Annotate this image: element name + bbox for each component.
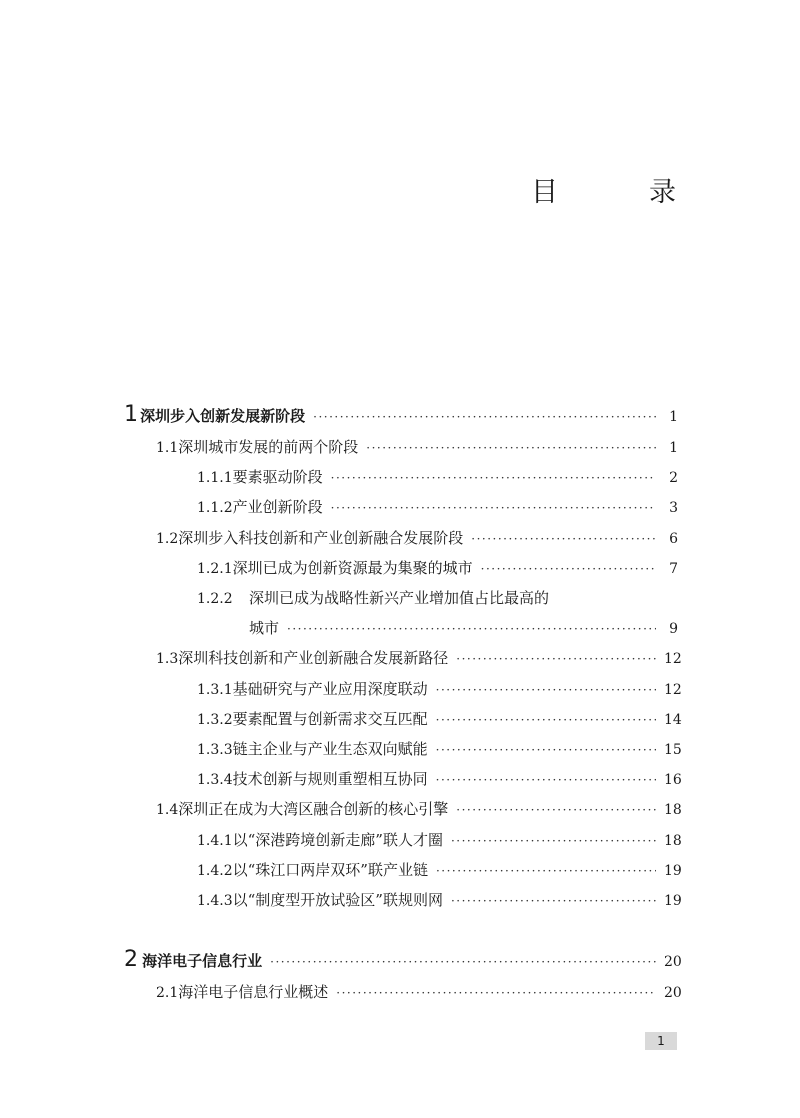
leader-dots [436,740,656,760]
section-title: 深圳科技创新和产业创新融合发展新路径 [178,649,449,667]
subsection-title: 链主企业与产业生态双向赋能 [232,740,428,758]
page-number: 20 [664,954,682,970]
leader-dots [456,800,656,820]
toc-entry-1-3-2[interactable] [197,709,682,730]
subsection-title: 深圳已成为创新资源最为集聚的城市 [232,559,473,577]
leader-dots [436,680,656,700]
toc-title: 目 录 [531,177,708,208]
footer-page-number: 1 [645,1032,677,1050]
section-number: 1.3 [156,651,179,667]
leader-dots [451,831,656,851]
leader-dots [366,438,656,458]
toc-entry-1-1-2[interactable] [197,497,678,518]
toc-entry-1-3[interactable] [156,648,682,669]
section-title: 深圳城市发展的前两个阶段 [178,438,359,456]
subsection-number: 1.2.1 [197,561,233,577]
page-number: 19 [664,893,682,909]
leader-dots [481,559,656,579]
page-number: 20 [664,985,682,1001]
page-number: 1 [669,409,678,425]
leader-dots [436,770,656,790]
page-number: 19 [664,863,682,879]
section-number: 2.1 [156,985,179,1001]
toc-entry-1-4-3[interactable] [197,890,682,911]
section-title: 海洋电子信息行业概述 [178,983,329,1001]
toc-entry-chapter-1[interactable] [124,402,678,427]
page-number: 3 [669,500,678,516]
section-number: 1.1 [156,440,179,456]
leader-dots [331,468,656,488]
leader-dots [313,407,656,427]
subsection-number: 1.1.1 [197,470,233,486]
subsection-title: 基础研究与产业应用深度联动 [232,680,428,698]
subsection-title: 要素驱动阶段 [232,468,323,486]
subsection-number: 1.4.3 [197,893,233,909]
leader-dots [287,619,656,639]
toc-entry-1-1[interactable] [156,437,678,458]
chapter-title: 深圳步入创新发展新阶段 [140,407,306,425]
subsection-title: 以“珠江口两岸双环”联产业链 [232,861,428,879]
chapter-number: 2 [124,947,138,972]
toc-entry-2-1[interactable] [156,982,682,1003]
leader-dots [436,710,656,730]
toc-entry-chapter-2[interactable] [124,947,682,972]
section-title: 深圳正在成为大湾区融合创新的核心引擎 [178,800,449,818]
subsection-number: 1.4.1 [197,833,233,849]
subsection-number: 1.3.1 [197,682,233,698]
subsection-title: 以“深港跨境创新走廊”联人才圈 [232,831,443,849]
toc-entry-1-4-1[interactable] [197,830,682,851]
leader-dots [436,861,656,881]
page-number: 1 [669,440,678,456]
page-number: 15 [664,742,682,758]
section-title: 深圳步入科技创新和产业创新融合发展阶段 [178,529,464,547]
subsection-title: 深圳已成为战略性新兴产业增加值占比最高的 [249,589,550,607]
leader-dots [451,891,656,911]
page-number: 9 [669,621,678,637]
chapter-number: 1 [124,402,138,427]
toc-entry-1-2[interactable] [156,528,678,549]
subsection-number: 1.3.2 [197,712,233,728]
subsection-title-continued: 城市 [249,619,280,637]
leader-dots [456,649,656,669]
toc-entry-1-2-2-continued[interactable] [249,618,678,639]
page-number: 12 [664,651,682,667]
toc-entry-1-3-3[interactable] [197,739,682,760]
toc-entry-1-2-2[interactable] [197,588,678,609]
toc-entry-1-4-2[interactable] [197,860,682,881]
subsection-title: 要素配置与创新需求交互匹配 [232,710,428,728]
subsection-number: 1.1.2 [197,500,233,516]
subsection-title: 以“制度型开放试验区”联规则网 [232,891,443,909]
page-number: 7 [669,561,678,577]
page-number: 18 [664,833,682,849]
page-number: 12 [664,682,682,698]
subsection-number: 1.3.4 [197,772,233,788]
subsection-number: 1.3.3 [197,742,233,758]
chapter-title: 海洋电子信息行业 [142,952,263,970]
leader-dots [336,983,656,1003]
page-number: 2 [669,470,678,486]
subsection-number: 1.4.2 [197,863,233,879]
subsection-title: 技术创新与规则重塑相互协同 [232,770,428,788]
toc-entry-1-2-1[interactable] [197,558,678,579]
toc-entry-1-4[interactable] [156,799,682,820]
toc-entry-1-3-4[interactable] [197,769,682,790]
toc-entry-1-3-1[interactable] [197,679,682,700]
section-number: 1.2 [156,531,179,547]
leader-dots [331,498,656,518]
page-number: 16 [664,772,682,788]
leader-dots [270,952,656,972]
page-number: 14 [664,712,682,728]
subsection-number: 1.2.2 [197,591,233,607]
leader-dots [471,529,656,549]
page-number: 6 [669,531,678,547]
page-number: 18 [664,802,682,818]
section-number: 1.4 [156,802,179,818]
subsection-title: 产业创新阶段 [232,498,323,516]
toc-entry-1-1-1[interactable] [197,467,678,488]
